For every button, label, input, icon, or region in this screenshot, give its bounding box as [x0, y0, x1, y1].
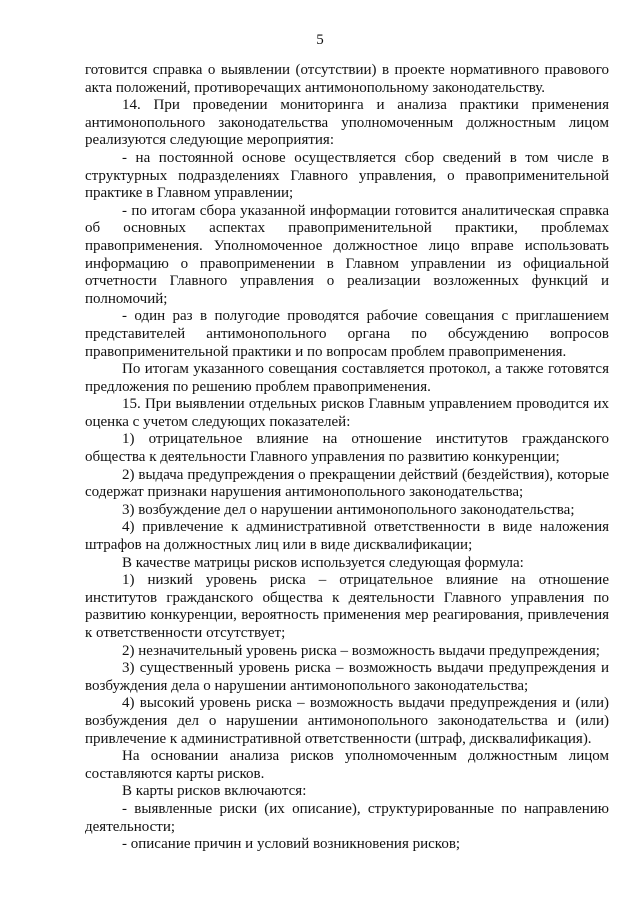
- paragraph: На основании анализа рисков уполномоченным должностным лицом составляются карты рисков.: [85, 748, 609, 782]
- paragraph: В карты рисков включаются:: [122, 783, 307, 800]
- paragraph: - по итогам сбора указанной информации готовится аналитическая справка об основных аспектах правоприменительной практики, проблемах правоприменения. Уполномоченное должностное лицо вправе использовать информацию о правоприменении в Главном управлении из официальной отчетности Главного управления о реализации возложенных функций и полномочий;: [85, 202, 609, 307]
- page-number: 5: [316, 32, 324, 48]
- paragraph: 14. При проведении мониторинга и анализа практики применения антимонопольного законодательства уполномоченным должностным лицом реализуются следующие мероприятия:: [85, 97, 609, 149]
- paragraph: - на постоянной основе осуществляется сбор сведений в том числе в структурных подразделениях Главного управления, о правоприменительной практике в Главном управлении;: [85, 149, 609, 202]
- paragraph: - выявленные риски (их описание), структурированные по направлению деятельности;: [85, 800, 609, 835]
- paragraph: 3) существенный уровень риска – возможность выдачи предупреждения и возбуждения дела о нарушении антимонопольного законодательства;: [85, 660, 609, 694]
- paragraph: 4) привлечение к административной ответственности в виде наложения штрафов на должностных лиц или в виде дисквалификации;: [85, 519, 609, 554]
- paragraph: 3) возбуждение дел о нарушении антимонопольного законодательства;: [122, 501, 575, 518]
- paragraph: 2) незначительный уровень риска – возможность выдачи предупреждения;: [122, 642, 600, 659]
- paragraph: 4) высокий уровень риска – возможность выдачи предупреждения и (или) возбуждения дел о нарушении антимонопольного законодательства и (или) привлечение к административной ответственности (штраф, дисквалификация).: [85, 695, 609, 747]
- paragraph: По итогам указанного совещания составляется протокол, а также готовятся предложения по решению проблем правоприменения.: [85, 361, 609, 395]
- document-body: [85, 62, 609, 854]
- paragraph: готовится справка о выявлении (отсутствии) в проекте нормативного правового акта положений, противоречащих антимонопольному законодательству.: [85, 62, 609, 96]
- paragraph: 1) отрицательное влияние на отношение институтов гражданского общества к деятельности Главного управления по развитию конкуренции;: [85, 431, 609, 466]
- paragraph: 1) низкий уровень риска – отрицательное влияние на отношение институтов гражданского общества к деятельности Главного управления по развитию конкуренции, вероятность применения мер реагирования, привлечения к ответственности отсутствует;: [85, 572, 609, 641]
- paragraph: 2) выдача предупреждения о прекращении действий (бездействия), которые содержат признаки нарушения антимонопольного законодательства;: [85, 466, 609, 501]
- paragraph: - один раз в полугодие проводятся рабочие совещания с приглашением представителей антимонопольного органа по обсуждению вопросов правоприменительной практики и по вопросам проблем правоприменения.: [85, 308, 609, 360]
- paragraph: - описание причин и условий возникновения рисков;: [122, 836, 461, 853]
- paragraph: В качестве матрицы рисков используется следующая формула:: [122, 554, 524, 571]
- paragraph: 15. При выявлении отдельных рисков Главным управлением проводится их оценка с учетом следующих показателей:: [85, 396, 609, 430]
